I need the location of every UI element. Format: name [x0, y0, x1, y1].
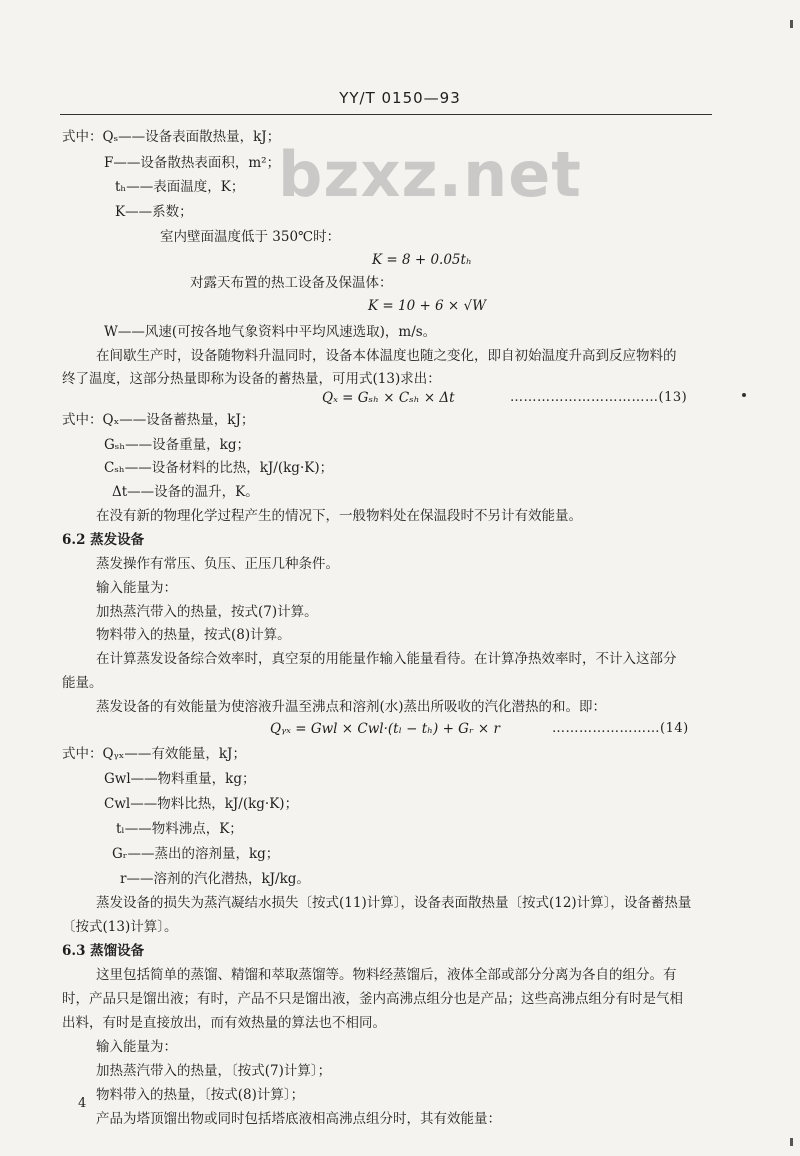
text-line: 式中：Qₓ——设备蓄热量，kJ； — [62, 412, 255, 428]
text-line: Gᵣ——蒸出的溶剂量，kg； — [112, 846, 280, 862]
text-line: 在计算蒸发设备综合效率时，真空泵的用能量作输入能量看待。在计算净热效率时，不计入这部分 — [96, 651, 677, 667]
header-rule — [60, 114, 712, 115]
text-line: 蒸发设备的损失为蒸汽凝结水损失〔按式(11)计算〕，设备表面散热量〔按式(12)计算〕，设备蓄热量 — [96, 895, 692, 911]
scan-speck — [742, 393, 746, 397]
equation-number: ……………………(14) — [552, 721, 689, 736]
text-line: Cₛₕ——设备材料的比热，kJ/(kg·K)； — [104, 460, 334, 476]
text-line: 在间歇生产时，设备随物料升温同时，设备本体温度也随之变化，即自初始温度升高到反应物料的 — [96, 348, 677, 364]
text-line: 输入能量为： — [96, 1039, 177, 1055]
text-line: 终了温度，这部分热量即称为设备的蓄热量，可用式(13)求出： — [62, 371, 441, 387]
text-line: 加热蒸汽带入的热量，按式(7)计算。 — [96, 604, 318, 620]
page-header: YY/T 0150—93 — [339, 89, 461, 107]
text-line: 产品为塔顶馏出物或同时包括塔底液相高沸点组分时，其有效能量： — [96, 1111, 501, 1127]
text-line: tₕ——表面温度，K； — [115, 179, 245, 195]
equation: Qₓ = Gₛₕ × Cₛₕ × Δt — [322, 390, 455, 406]
equation: K = 8 + 0.05tₕ — [372, 252, 472, 268]
text-line: K——系数； — [115, 204, 193, 220]
text-line: 式中：Qᵧₓ——有效能量，kJ； — [62, 746, 246, 762]
page-number: 4 — [78, 1096, 87, 1111]
text-line: Gwl——物料重量，kg； — [104, 771, 256, 787]
text-line: 物料带入的热量，〔按式(8)计算〕； — [96, 1087, 305, 1103]
text-line: 在没有新的物理化学过程产生的情况下，一般物料处在保温段时不另计有效能量。 — [96, 508, 582, 524]
section-heading: 6.3 蒸馏设备 — [62, 943, 145, 959]
section-heading: 6.2 蒸发设备 — [62, 532, 145, 548]
text-line: Gₛₕ——设备重量，kg； — [104, 437, 250, 453]
text-line: Cwl——物料比热，kJ/(kg·K)； — [104, 796, 299, 812]
watermark: bzxz.net — [278, 138, 582, 211]
scan-edge-mark — [790, 1138, 793, 1146]
equation: K = 10 + 6 × √W — [368, 298, 487, 314]
text-line: 加热蒸汽带入的热量，〔按式(7)计算〕； — [96, 1063, 332, 1079]
text-line: 式中：Qₛ——设备表面散热量，kJ； — [62, 129, 281, 145]
text-line: W——风速(可按各地气象资料中平均风速选取)，m/s。 — [104, 324, 437, 340]
text-line: 蒸发设备的有效能量为使溶液升温至沸点和溶剂(水)蒸出所吸收的汽化潜热的和。即： — [96, 699, 607, 715]
text-line: 时，产品只是馏出液；有时，产品不只是馏出液，釜内高沸点组分也是产品；这些高沸点组分有时是气相 — [62, 991, 683, 1007]
text-line: tₗ——物料沸点，K； — [116, 821, 243, 837]
text-line: 能量。 — [62, 675, 103, 691]
text-line: 这里包括简单的蒸馏、精馏和萃取蒸馏等。物料经蒸馏后，液体全部或部分分离为各自的组分。有 — [96, 967, 677, 983]
text-line: 物料带入的热量，按式(8)计算。 — [96, 627, 291, 643]
text-line: 〔按式(13)计算〕。 — [62, 919, 178, 935]
text-line: 出料，有时是直接放出，而有效热量的算法也不相同。 — [62, 1015, 386, 1031]
text-line: Δt——设备的温升，K。 — [112, 484, 259, 500]
text-line: 蒸发操作有常压、负压、正压几种条件。 — [96, 556, 339, 572]
text-line: 输入能量为： — [96, 580, 177, 596]
text-line: F——设备散热表面积，m²； — [104, 155, 281, 171]
text-line: r——溶剂的汽化潜热，kJ/kg。 — [120, 871, 310, 887]
equation-number: ……………………………(13) — [510, 390, 688, 405]
text-line: 对露天布置的热工设备及保温体： — [190, 275, 393, 291]
text-line: 室内壁面温度低于 350℃时： — [160, 229, 341, 245]
scan-edge-mark — [790, 20, 793, 28]
equation: Qᵧₓ = Gwl × Cwl·(tₗ − tₕ) + Gᵣ × r — [270, 721, 500, 737]
